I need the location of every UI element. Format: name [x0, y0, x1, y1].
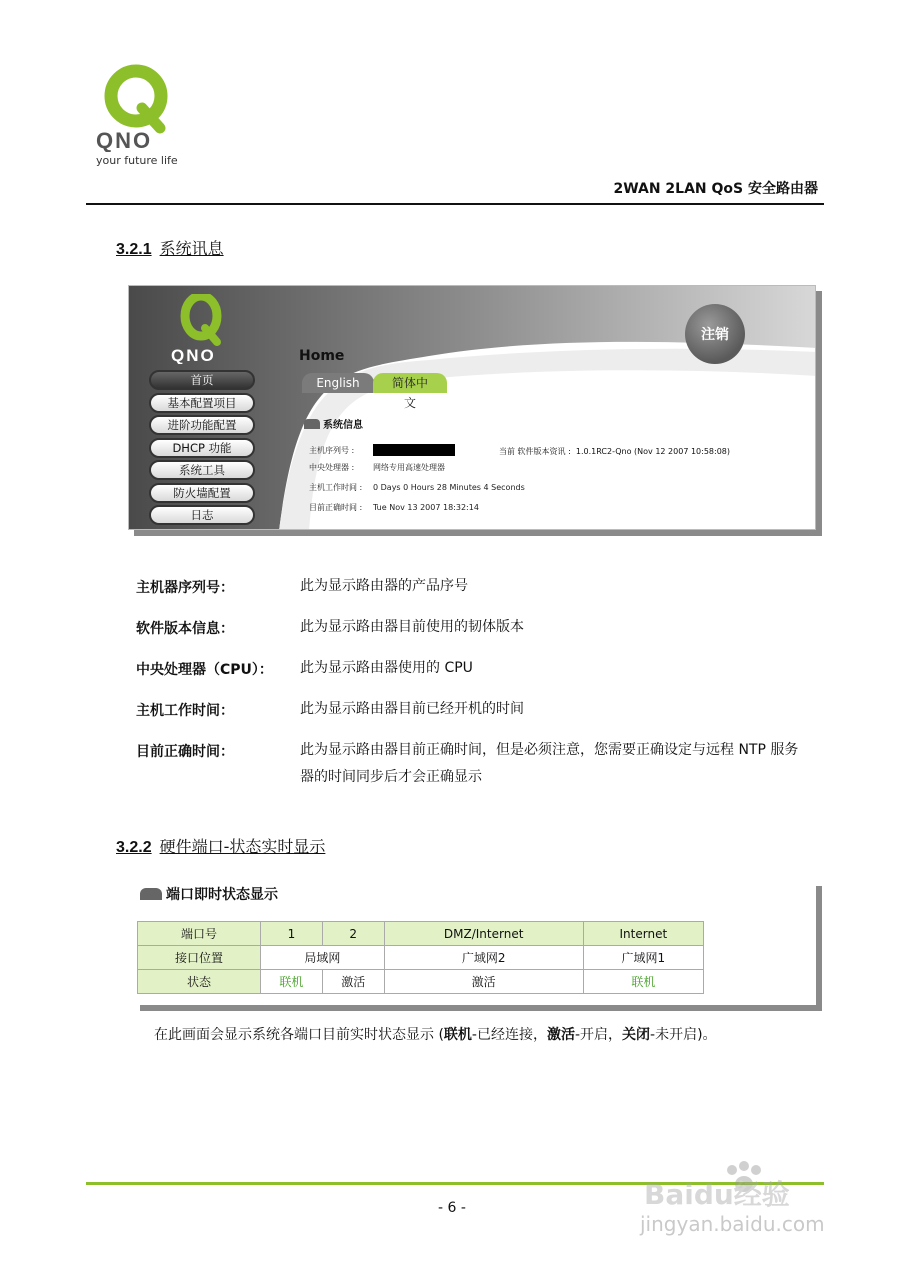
- page-number: - 6 -: [438, 1200, 466, 1216]
- qno-logo: [94, 60, 194, 170]
- summary-desc-active: -开启，: [574, 1027, 623, 1043]
- section-title: 硬件端口-状态实时显示: [159, 837, 326, 856]
- port-status-heading: [140, 884, 278, 904]
- watermark-brand: Baidu经验: [644, 1178, 790, 1210]
- info-row-cpu: [309, 462, 445, 473]
- tab-simplified-chinese[interactable]: 简体中文: [373, 373, 447, 393]
- serial-redacted: [373, 444, 455, 456]
- nav-item-firewall[interactable]: 防火墙配置: [149, 483, 255, 503]
- cpu-label: 中央处理器 :: [309, 463, 355, 472]
- port-status-screenshot: [134, 880, 816, 1005]
- summary-desc-closed: -未开启)。: [650, 1027, 717, 1043]
- definition-term: 主机器序列号：: [136, 580, 234, 596]
- status-cell: 联机: [261, 970, 323, 994]
- table-cell: 局域网: [261, 946, 385, 970]
- firmware-value: 1.0.1RC2-Qno (Nov 12 2007 10:58:08): [575, 447, 731, 456]
- nav-item-basic-config[interactable]: 基本配置项目: [149, 393, 255, 413]
- logo-wordmark: QNO: [96, 128, 153, 152]
- firmware-label: 当前 软件版本资讯 :: [499, 447, 571, 456]
- table-cell: DMZ/Internet: [384, 922, 583, 946]
- summary-term-connected: 联机: [443, 1027, 472, 1043]
- current-time-value: Tue Nov 13 2007 18:32:14: [373, 503, 479, 512]
- definition-term: 中央处理器（CPU）：: [136, 662, 273, 678]
- table-row-status: [138, 970, 704, 994]
- definition-desc: 此为显示路由器目前正确时间，但是必须注意，您需要正确设定与远程 NTP 服务器的时间同步后才会正确显示: [300, 742, 799, 785]
- definition-desc: 此为显示路由器的产品序号: [300, 578, 468, 594]
- uptime-label: 主机工作时间 :: [309, 483, 363, 492]
- status-cell: 联机: [583, 970, 703, 994]
- section-number: 3.2.1: [116, 241, 152, 258]
- info-row-uptime: [309, 482, 525, 493]
- status-cell: 激活: [322, 970, 384, 994]
- watermark-url: jingyan.baidu.com: [640, 1212, 825, 1236]
- section-number: 3.2.2: [116, 839, 152, 856]
- definition-term: 主机工作时间：: [136, 703, 234, 719]
- current-time-label: 目前正确时间 :: [309, 503, 363, 512]
- system-info-heading-text: 系统信息: [323, 420, 363, 431]
- screenshot-logo-text: QNO: [171, 346, 216, 364]
- table-cell: 广域网1: [583, 946, 703, 970]
- baidu-watermark: [640, 1160, 850, 1236]
- table-cell: 1: [261, 922, 323, 946]
- definition-desc: 此为显示路由器使用的 CPU: [300, 660, 473, 676]
- nav-item-advanced-config[interactable]: 进阶功能配置: [149, 415, 255, 435]
- nav-item-dhcp[interactable]: DHCP 功能: [149, 438, 255, 458]
- screenshot-logo: [171, 294, 241, 364]
- table-cell: 端口号: [138, 922, 261, 946]
- header-divider: [86, 203, 824, 205]
- table-cell: 2: [322, 922, 384, 946]
- info-row-serial: [309, 444, 455, 456]
- document-title: 2WAN 2LAN QoS 安全路由器: [613, 181, 818, 197]
- info-row-current-time: [309, 502, 479, 513]
- heading-marker-icon: [140, 888, 162, 900]
- definition-desc: 此为显示路由器目前已经开机的时间: [300, 701, 524, 717]
- logout-button[interactable]: 注销: [685, 304, 745, 364]
- definition-term: 软件版本信息：: [136, 621, 234, 637]
- summary-desc-connected: -已经连接，: [471, 1027, 547, 1043]
- table-cell: 广域网2: [384, 946, 583, 970]
- info-row-firmware: [499, 446, 730, 457]
- summary-prefix: 在此画面会显示系统各端口目前实时状态显示 (: [154, 1027, 444, 1043]
- uptime-value: 0 Days 0 Hours 28 Minutes 4 Seconds: [373, 483, 525, 492]
- cpu-value: 网络专用高速处理器: [373, 463, 445, 472]
- port-status-heading-text: 端口即时状态显示: [166, 887, 278, 903]
- section-heading-system-info: [116, 236, 224, 259]
- baidu-paw-icon: [640, 1160, 850, 1210]
- definition-desc: 此为显示路由器目前使用的韧体版本: [300, 619, 524, 635]
- qno-logo-mark: [94, 60, 184, 152]
- page-title: Home: [299, 348, 345, 364]
- nav-item-home[interactable]: 首页: [149, 370, 255, 390]
- section-heading-port-status: [116, 834, 325, 857]
- status-cell: 激活: [384, 970, 583, 994]
- tab-english[interactable]: English: [302, 373, 374, 393]
- logo-tagline: your future life: [96, 154, 178, 167]
- heading-marker-icon: [304, 419, 320, 429]
- table-row-port-number: [138, 922, 704, 946]
- definition-term: 目前正确时间：: [136, 744, 234, 760]
- sidebar-nav: [149, 370, 255, 528]
- system-info-heading: [304, 416, 363, 431]
- summary-term-closed: 关闭: [622, 1027, 651, 1043]
- section-title: 系统讯息: [159, 239, 224, 258]
- nav-item-log[interactable]: 日志: [149, 505, 255, 525]
- table-cell: 接口位置: [138, 946, 261, 970]
- port-status-summary: [154, 1024, 717, 1044]
- port-status-table: [137, 921, 704, 994]
- serial-label: 主机序列号 :: [309, 445, 355, 455]
- system-info-screenshot: [128, 285, 816, 530]
- table-cell: 状态: [138, 970, 261, 994]
- nav-item-system-tools[interactable]: 系统工具: [149, 460, 255, 480]
- table-cell: Internet: [583, 922, 703, 946]
- summary-term-active: 激活: [546, 1027, 575, 1043]
- table-row-interface-location: [138, 946, 704, 970]
